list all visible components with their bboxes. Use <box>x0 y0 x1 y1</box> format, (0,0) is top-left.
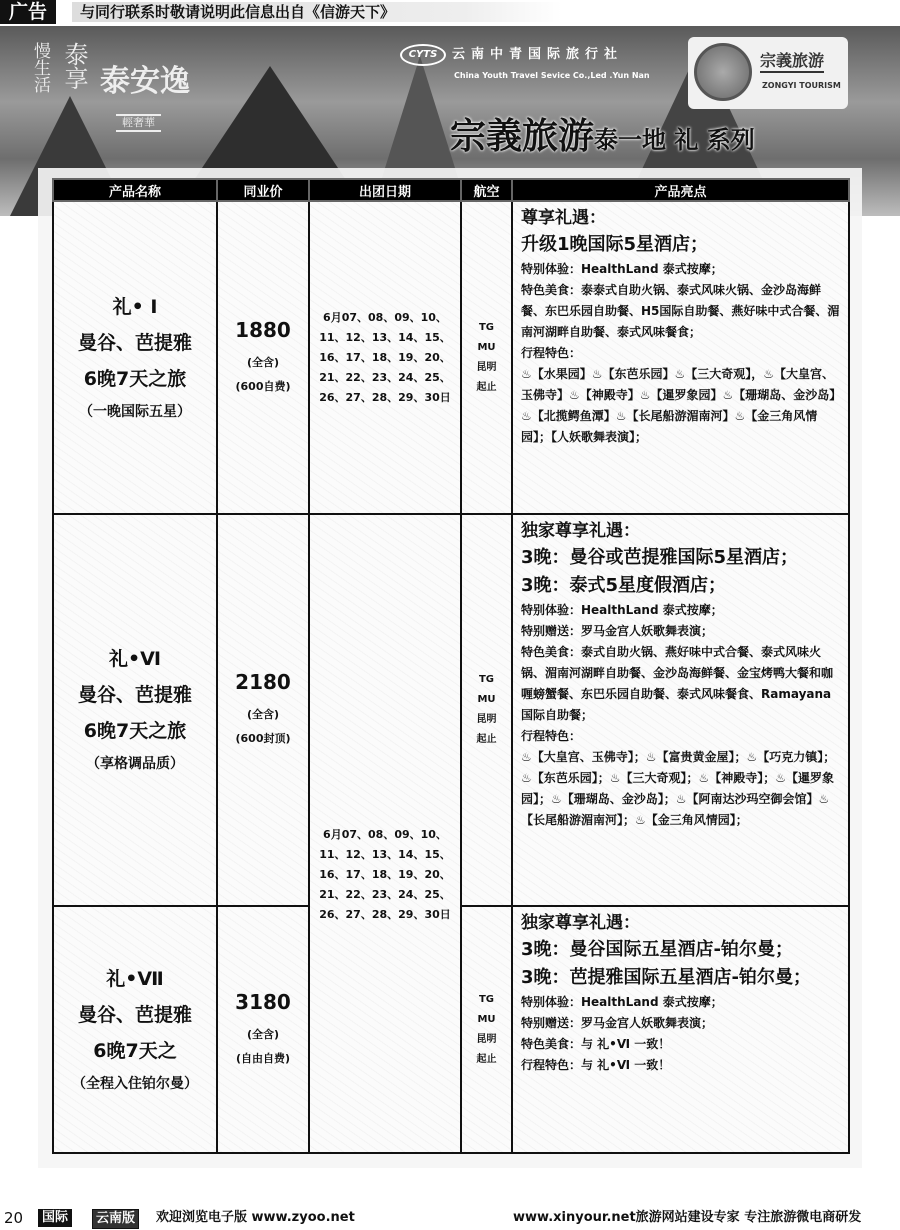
header-highlights: 产品亮点 <box>512 179 849 201</box>
top-bar <box>0 0 900 24</box>
product-note: （全程入住铂尔曼） <box>72 1075 198 1092</box>
highlight-title: 独家尊享礼遇： <box>521 913 640 933</box>
highlight-line: 行程特色： <box>521 346 582 360</box>
highlight-title: 尊享礼遇： <box>521 208 606 228</box>
sponsor-text[interactable]: www.xinyour.net旅游网站建设专家 专注旅游微电商研发 <box>513 1210 862 1225</box>
globe-footprint-icon <box>694 43 752 101</box>
table-row <box>53 201 849 514</box>
taianyi-title: 泰安逸 <box>100 64 190 99</box>
price: 2180 <box>235 670 291 694</box>
airline-cell <box>461 514 512 906</box>
welcome-link[interactable]: 欢迎浏览电子版 www.zyoo.net <box>156 1210 355 1225</box>
price-cell <box>217 201 309 514</box>
airline-code: TG <box>478 993 495 1005</box>
highlight-line: 特别体验：HealthLand 泰式按摩； <box>521 995 723 1009</box>
departure-city: 昆明 <box>476 714 497 725</box>
product-code: 礼•Ⅵ <box>108 648 162 670</box>
product-name-cell <box>53 514 217 906</box>
slogan-vertical: 慢生活 <box>30 42 50 93</box>
airline-code: MU <box>477 694 496 705</box>
price-note-extra: (600封顶) <box>235 732 291 745</box>
departure-city: 昆明 <box>476 361 497 373</box>
zongyi-name: 宗義旅游 <box>760 51 824 73</box>
edition-label: 云南版 <box>92 1209 139 1229</box>
highlight-line: 特色美食：泰式自助火锅、燕好味中式合餐、泰式风味火锅、湄南河湖畔自助餐、金沙岛海鲜餐、金宝烤鸭大餐和咖喱螃蟹餐、东巴乐园自助餐、泰式风味餐食、Ramayana 国际自助餐； <box>521 645 834 722</box>
departure-note: 起止 <box>476 381 497 393</box>
highlight-line: 特色美食：与 礼•Ⅵ 一致！ <box>521 1037 671 1051</box>
section-label: 国际 <box>38 1209 72 1227</box>
price-note: (全含) <box>246 355 280 369</box>
product-days: 6晚7天之旅 <box>83 720 187 742</box>
highlight-hotel: 3晚：曼谷或芭提雅国际5星酒店； <box>521 547 799 568</box>
airline-code: TG <box>478 321 495 333</box>
header-dates: 出团日期 <box>309 179 461 201</box>
highlight-hotel: 3晚：泰式5星度假酒店； <box>521 575 727 596</box>
airline-code: MU <box>477 1013 496 1025</box>
highlights-cell <box>512 514 849 906</box>
highlight-title: 独家尊享礼遇： <box>521 521 640 541</box>
zongyi-name-en: ZONGYI TOURISM <box>762 81 841 90</box>
price-note-extra: (自由自费) <box>235 1051 291 1065</box>
product-table <box>52 178 850 1154</box>
airline-code: TG <box>478 674 495 685</box>
dates-cell: 6月07、08、09、10、11、12、13、14、15、16、17、18、19、20、21、22、23、24、25、26、27、28、29、30日 <box>309 514 461 1153</box>
series-title <box>450 116 755 164</box>
highlight-hotel: 3晚：芭提雅国际五星酒店-铂尔曼； <box>521 967 811 988</box>
highlight-line: 特别赠送：罗马金宫人妖歌舞表演； <box>521 624 714 638</box>
page-footer <box>0 1206 900 1230</box>
highlight-line: 行程特色： <box>521 729 582 743</box>
departure-note: 起止 <box>476 1053 497 1065</box>
itinerary: ♨【大皇宫、玉佛寺】；♨【富贵黄金屋】；♨【巧克力镇】；♨【东芭乐园】；♨【三大奇观】；♨【神殿寺】；♨【暹罗象园】；♨【珊瑚岛、金沙岛】；♨【阿南达沙玛空御会馆】♨【长尾船游湄南河】；♨【金三角风情园】； <box>521 750 836 827</box>
series-brand: 宗義旅游 <box>450 116 595 157</box>
agency-name-en: China Youth Travel Sevice Co.,Led .Yun Nan <box>454 71 650 80</box>
price-note: (全含) <box>246 1027 280 1041</box>
table-row <box>53 514 849 906</box>
price-note: (全含) <box>246 708 280 721</box>
header-airline: 航空 <box>461 179 512 201</box>
slogan-vertical-2: 泰享 <box>60 42 88 90</box>
highlights-cell <box>512 906 849 1153</box>
price-cell <box>217 906 309 1153</box>
cyts-logo <box>400 44 650 81</box>
highlight-hotel: 升级1晚国际5星酒店； <box>521 234 709 255</box>
cyts-logo-row <box>400 44 650 70</box>
product-days: 6晚7天之旅 <box>83 367 187 390</box>
zongyi-logo <box>688 37 848 109</box>
price-cell <box>217 514 309 906</box>
price: 1880 <box>235 317 291 342</box>
highlight-hotel: 3晚：曼谷国际五星酒店-铂尔曼； <box>521 939 793 960</box>
dates-cell: 6月07、08、09、10、11、12、13、14、15、16、17、18、19、20、21、22、23、24、25、26、27、28、29、30日 <box>309 201 461 514</box>
highlights-cell <box>512 201 849 514</box>
product-route: 曼谷、芭提雅 <box>77 1003 192 1026</box>
product-route: 曼谷、芭提雅 <box>77 684 192 706</box>
highlight-line: 特别体验：HealthLand 泰式按摩； <box>521 262 723 276</box>
taianyi-logo <box>30 42 230 152</box>
agency-name-cn: 云南中青国际旅行社 <box>452 47 624 62</box>
product-note: （一晚国际五星） <box>79 403 191 420</box>
product-code: 礼• I <box>112 295 158 318</box>
cyts-emblem-icon: CYTS <box>400 44 446 66</box>
price: 3180 <box>235 989 291 1014</box>
highlight-line: 特别赠送：罗马金宫人妖歌舞表演； <box>521 1016 714 1030</box>
header-price: 同业价 <box>217 179 309 201</box>
table-header-row <box>53 179 849 201</box>
source-notice: 与同行联系时敬请说明此信息出自《信游天下》 <box>72 2 562 22</box>
highlight-line: 特别体验：HealthLand 泰式按摩； <box>521 603 723 617</box>
highlight-line: 特色美食：泰泰式自助火锅、泰式风味火锅、金沙岛海鲜餐、东巴乐园自助餐、H5国际自助餐、燕好味中式合餐、湄南河湖畔自助餐、泰式风味餐食； <box>521 283 840 339</box>
product-name-cell <box>53 201 217 514</box>
highlight-line: 行程特色：与 礼•Ⅵ 一致！ <box>521 1058 671 1072</box>
airline-cell <box>461 906 512 1153</box>
product-route: 曼谷、芭提雅 <box>77 331 192 354</box>
ad-label: 广告 <box>0 0 56 24</box>
product-days: 6晚7天之 <box>93 1039 177 1062</box>
price-note-extra: (600自费) <box>235 379 291 393</box>
product-code: 礼•Ⅶ <box>106 967 164 990</box>
departure-city: 昆明 <box>476 1033 497 1045</box>
product-name-cell <box>53 906 217 1153</box>
departure-note: 起止 <box>476 734 497 745</box>
airline-code: MU <box>477 341 496 353</box>
product-note: （享格调品质） <box>86 756 184 772</box>
page-number: 20 <box>4 1209 24 1227</box>
itinerary: ♨【水果园】♨【东芭乐园】♨【三大奇观】，♨【大皇宫、玉佛寺】♨【神殿寺】♨【暹罗象园】♨【珊瑚岛、金沙岛】♨【北揽鳄鱼潭】♨【长尾船游湄南河】♨【金三角风情园】；【人妖歌舞表演】； <box>521 367 842 444</box>
airline-cell <box>461 201 512 514</box>
series-subtitle: 泰一地 礼 系列 <box>594 126 755 154</box>
taianyi-subtitle: 輕奢華 <box>116 114 161 132</box>
header-product-name: 产品名称 <box>53 179 217 201</box>
